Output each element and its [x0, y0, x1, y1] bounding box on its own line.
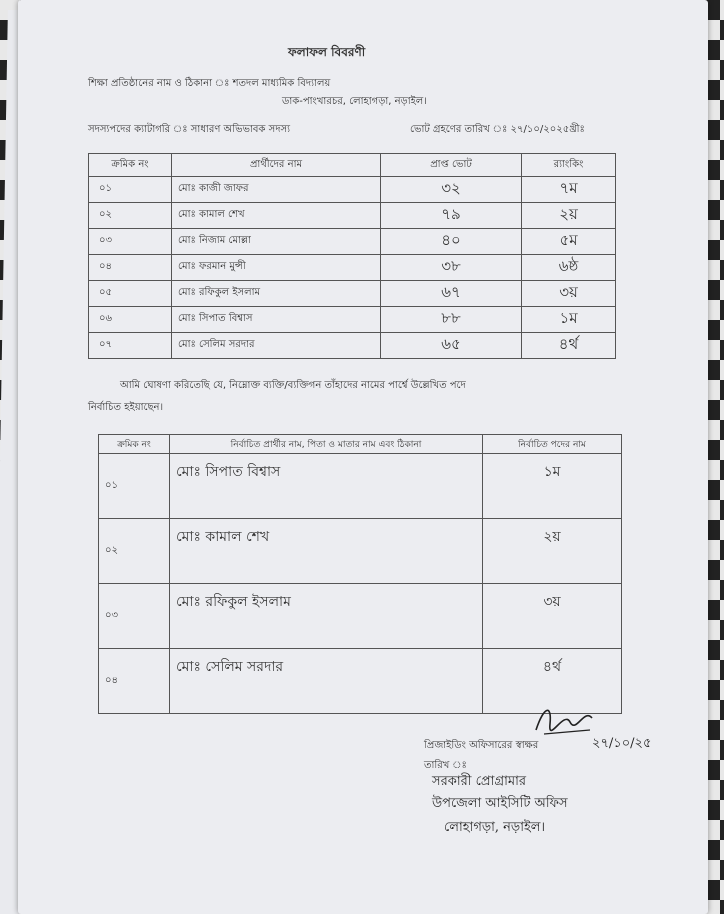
serial-cell: ০১	[99, 454, 170, 519]
rank-cell: ১ম	[522, 307, 616, 333]
serial-cell: ০৪	[99, 649, 170, 714]
table-row	[89, 177, 616, 203]
table-row	[89, 281, 616, 307]
votes-cell: ৮৮	[381, 307, 522, 333]
elected-name-cell: মোঃ কামাল শেখ	[170, 519, 483, 584]
results-header-serial: ক্রমিক নং	[89, 154, 172, 177]
table-row	[99, 454, 622, 519]
results-header-votes: প্রাপ্ত ভোট	[381, 154, 522, 177]
date-label: তারিখ ঃ	[424, 760, 467, 771]
declaration-line-2: নির্বাচিত হইয়াছেন।	[88, 402, 164, 413]
table-row	[99, 519, 622, 584]
address-line: ডাক-পাংখারচর, লোহাগড়া, নড়াইল।	[282, 96, 427, 107]
vote-date-line: ভোট গ্রহণের তারিখ ঃ ২৭/১০/২০২৫খ্রীঃ	[410, 124, 585, 135]
votes-cell: ৬৫	[381, 333, 522, 359]
serial-cell: ০৭	[89, 333, 172, 359]
serial-cell: ০৬	[89, 307, 172, 333]
elected-post-cell: ৪র্থ	[483, 649, 622, 714]
seal-line-3: লোহাগড়া, নড়াইল।	[444, 820, 546, 835]
serial-cell: ০২	[89, 203, 172, 229]
candidate-name-cell: মোঃ কামাল শেখ	[172, 203, 381, 229]
candidate-name-cell: মোঃ কাজী জাফর	[172, 177, 381, 203]
rank-cell: ৩য়	[522, 281, 616, 307]
serial-cell: ০৪	[89, 255, 172, 281]
elected-header-serial: ক্রমিক নং	[99, 435, 170, 454]
elected-table	[98, 434, 622, 714]
declaration-line-1: আমি ঘোষণা করিতেছি যে, নিম্নোক্ত ব্যক্তি/ব্যক্তিগন তাঁহাদের নামের পার্শ্বে উল্লেখিত পদে	[120, 380, 466, 391]
serial-cell: ০২	[99, 519, 170, 584]
table-row	[89, 307, 616, 333]
serial-cell: ০১	[89, 177, 172, 203]
serial-cell: ০৫	[89, 281, 172, 307]
votes-cell: ৬৭	[381, 281, 522, 307]
elected-post-cell: ৩য়	[483, 584, 622, 649]
table-row	[89, 203, 616, 229]
candidate-name-cell: মোঃ রফিকুল ইসলাম	[172, 281, 381, 307]
results-header-rank: র‍্যাংকিং	[522, 154, 616, 177]
elected-name-cell: মোঃ সিপাত বিশ্বাস	[170, 454, 483, 519]
category-line: সদস্যপদের ক্যাটাগরি ঃ সাধারণ অভিভাবক সদস্য	[88, 124, 290, 135]
signed-date: ২৭/১০/২৫	[592, 736, 652, 751]
serial-cell: ০৩	[89, 229, 172, 255]
table-row	[89, 229, 616, 255]
rank-cell: ৬ষ্ঠ	[522, 255, 616, 281]
rank-cell: ২য়	[522, 203, 616, 229]
seal-line-1: সরকারী প্রোগ্রামার	[432, 774, 526, 789]
votes-cell: ৩৮	[381, 255, 522, 281]
results-header-row	[89, 154, 616, 177]
table-row	[99, 584, 622, 649]
rank-cell: ৪র্থ	[522, 333, 616, 359]
rank-cell: ৭ম	[522, 177, 616, 203]
elected-name-cell: মোঃ সেলিম সরদার	[170, 649, 483, 714]
candidate-name-cell: মোঃ নিজাম মোল্লা	[172, 229, 381, 255]
rank-cell: ৫ম	[522, 229, 616, 255]
elected-post-cell: ২য়	[483, 519, 622, 584]
elected-name-cell: মোঃ রফিকুল ইসলাম	[170, 584, 483, 649]
institution-line: শিক্ষা প্রতিষ্ঠানের নাম ও ঠিকানা ঃ শতদল মাধ্যমিক বিদ্যালয়	[88, 78, 331, 89]
votes-cell: ৩২	[381, 177, 522, 203]
result-sheet	[18, 0, 708, 914]
candidate-name-cell: মোঃ ফরমান মুন্সী	[172, 255, 381, 281]
presiding-officer-label: প্রিজাইডিং অফিসারের স্বাক্ষর	[424, 740, 539, 751]
serial-cell: ০৩	[99, 584, 170, 649]
candidate-name-cell: মোঃ সিপাত বিশ্বাস	[172, 307, 381, 333]
results-header-name: প্রার্থীদের নাম	[172, 154, 381, 177]
elected-header-name: নির্বাচিত প্রার্থীর নাম, পিতা ও মাতার নাম এবং ঠিকানা	[170, 435, 483, 454]
elected-header-row	[99, 435, 622, 454]
elected-post-cell: ১ম	[483, 454, 622, 519]
seal-line-2: উপজেলা আইসিটি অফিস	[432, 796, 568, 811]
candidate-name-cell: মোঃ সেলিম সরদার	[172, 333, 381, 359]
votes-cell: ৪০	[381, 229, 522, 255]
document-title: ফলাফল বিবরণী	[288, 45, 366, 59]
votes-cell: ৭৯	[381, 203, 522, 229]
results-table	[88, 153, 616, 359]
table-row	[89, 333, 616, 359]
table-row	[89, 255, 616, 281]
handwritten-signature	[530, 700, 600, 740]
elected-header-post: নির্বাচিত পদের নাম	[483, 435, 622, 454]
